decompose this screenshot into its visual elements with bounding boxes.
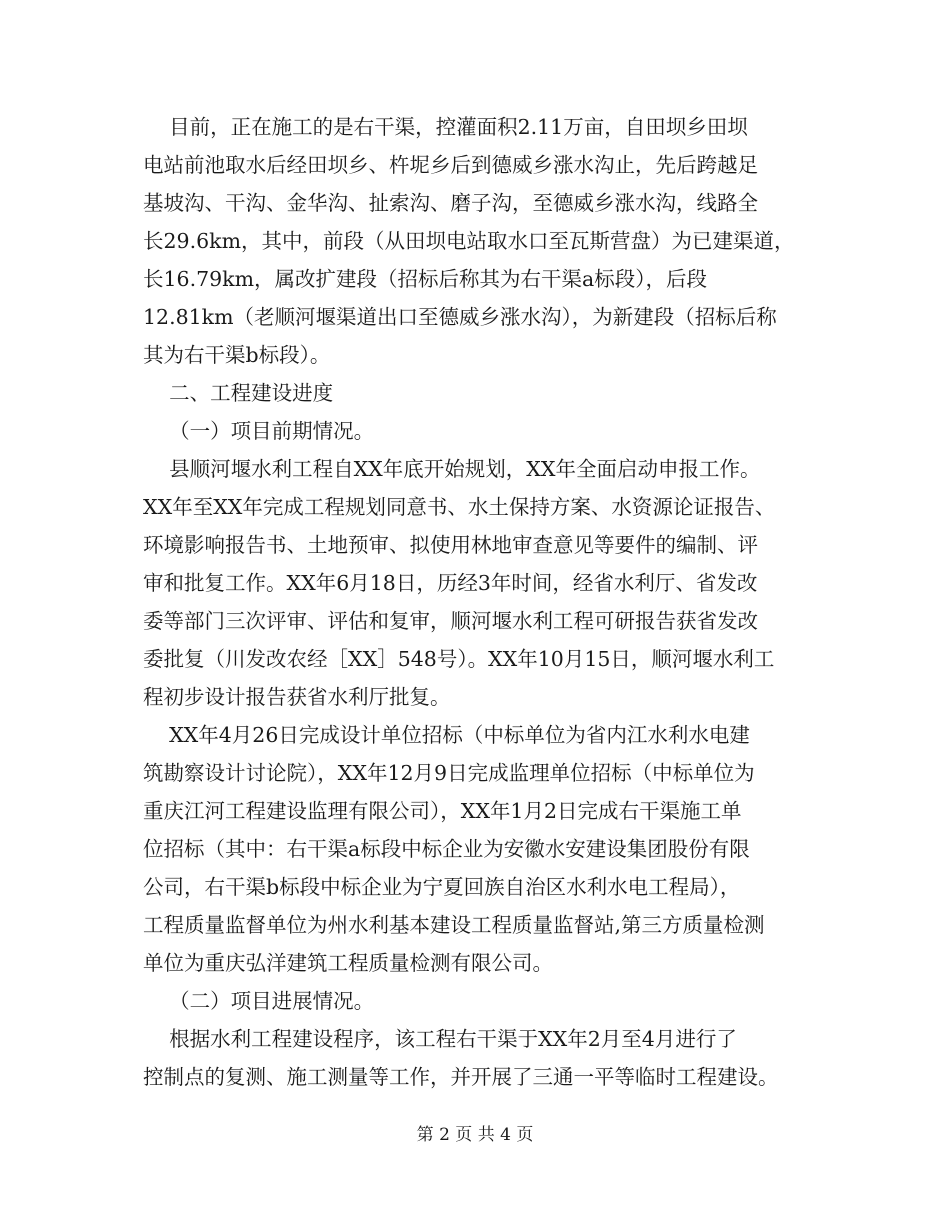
text-line: 县顺河堰水利工程自XX年底开始规划，XX年全面启动申报工作。 [143, 457, 761, 481]
text-line: 长16.79km，属改扩建段（招标后称其为右干渠a标段），后段 [143, 267, 708, 291]
subsection-heading: （一）项目前期情况。 [143, 419, 375, 443]
text-line: XX年至XX年完成工程规划同意书、水土保持方案、水资源论证报告、 [143, 495, 776, 519]
text-line: 长29.6km，其中，前段（从田坝电站取水口至瓦斯营盘）为已建渠道， [143, 229, 795, 253]
page-number-footer: 第 2 页 共 4 页 [416, 1125, 534, 1145]
text-line: 程初步设计报告获省水利厅批复。 [143, 685, 451, 709]
text-line: 12.81km（老顺河堰渠道出口至德威乡涨水沟），为新建段（招标后称 [143, 305, 777, 329]
text-line: 电站前池取水后经田坝乡、杵坭乡后到德威乡涨水沟止，先后跨越足 [143, 153, 758, 177]
text-line: 审和批复工作。XX年6月18日，历经3年时间，经省水利厅、省发改 [143, 571, 758, 595]
section-heading: 二、工程建设进度 [143, 381, 334, 405]
text-line: 公司，右干渠b标段中标企业为宁夏回族自治区水利水电工程局）， [143, 875, 741, 899]
text-line: 目前，正在施工的是右干渠，控灌面积2.11万亩，自田坝乡田坝 [143, 115, 748, 139]
text-line: 位招标（其中：右干渠a标段中标企业为安徽水安建设集团股份有限 [143, 837, 750, 861]
subsection-heading: （二）项目进展情况。 [143, 989, 375, 1013]
text-line: 基坡沟、干沟、金华沟、扯索沟、磨子沟，至德威乡涨水沟，线路全 [143, 191, 758, 215]
text-line: 单位为重庆弘洋建筑工程质量检测有限公司。 [143, 951, 553, 975]
text-line: 其为右干渠b标段）。 [143, 343, 331, 367]
text-line: 环境影响报告书、土地预审、拟使用林地审查意见等要件的编制、评 [143, 533, 758, 557]
text-line: 委批复（川发改农经［XX］548号）。XX年10月15日，顺河堰水利工 [143, 647, 775, 671]
text-line: 重庆江河工程建设监理有限公司），XX年1月2日完成右干渠施工单 [143, 799, 742, 823]
document-body [143, 108, 808, 1096]
text-line: XX年4月26日完成设计单位招标（中标单位为省内江水利水电建 [143, 723, 750, 747]
text-line: 控制点的复测、施工测量等工作，并开展了三通一平等临时工程建设。 [143, 1065, 779, 1089]
text-line: 筑勘察设计讨论院），XX年12月9日完成监理单位招标（中标单位为 [143, 761, 755, 785]
text-line: 根据水利工程建设程序，该工程右干渠于XX年2月至4月进行了 [143, 1027, 737, 1051]
text-line: 委等部门三次评审、评估和复审，顺河堰水利工程可研报告获省发改 [143, 609, 758, 633]
text-line: 工程质量监督单位为州水利基本建设工程质量监督站,第三方质量检测 [143, 913, 765, 937]
